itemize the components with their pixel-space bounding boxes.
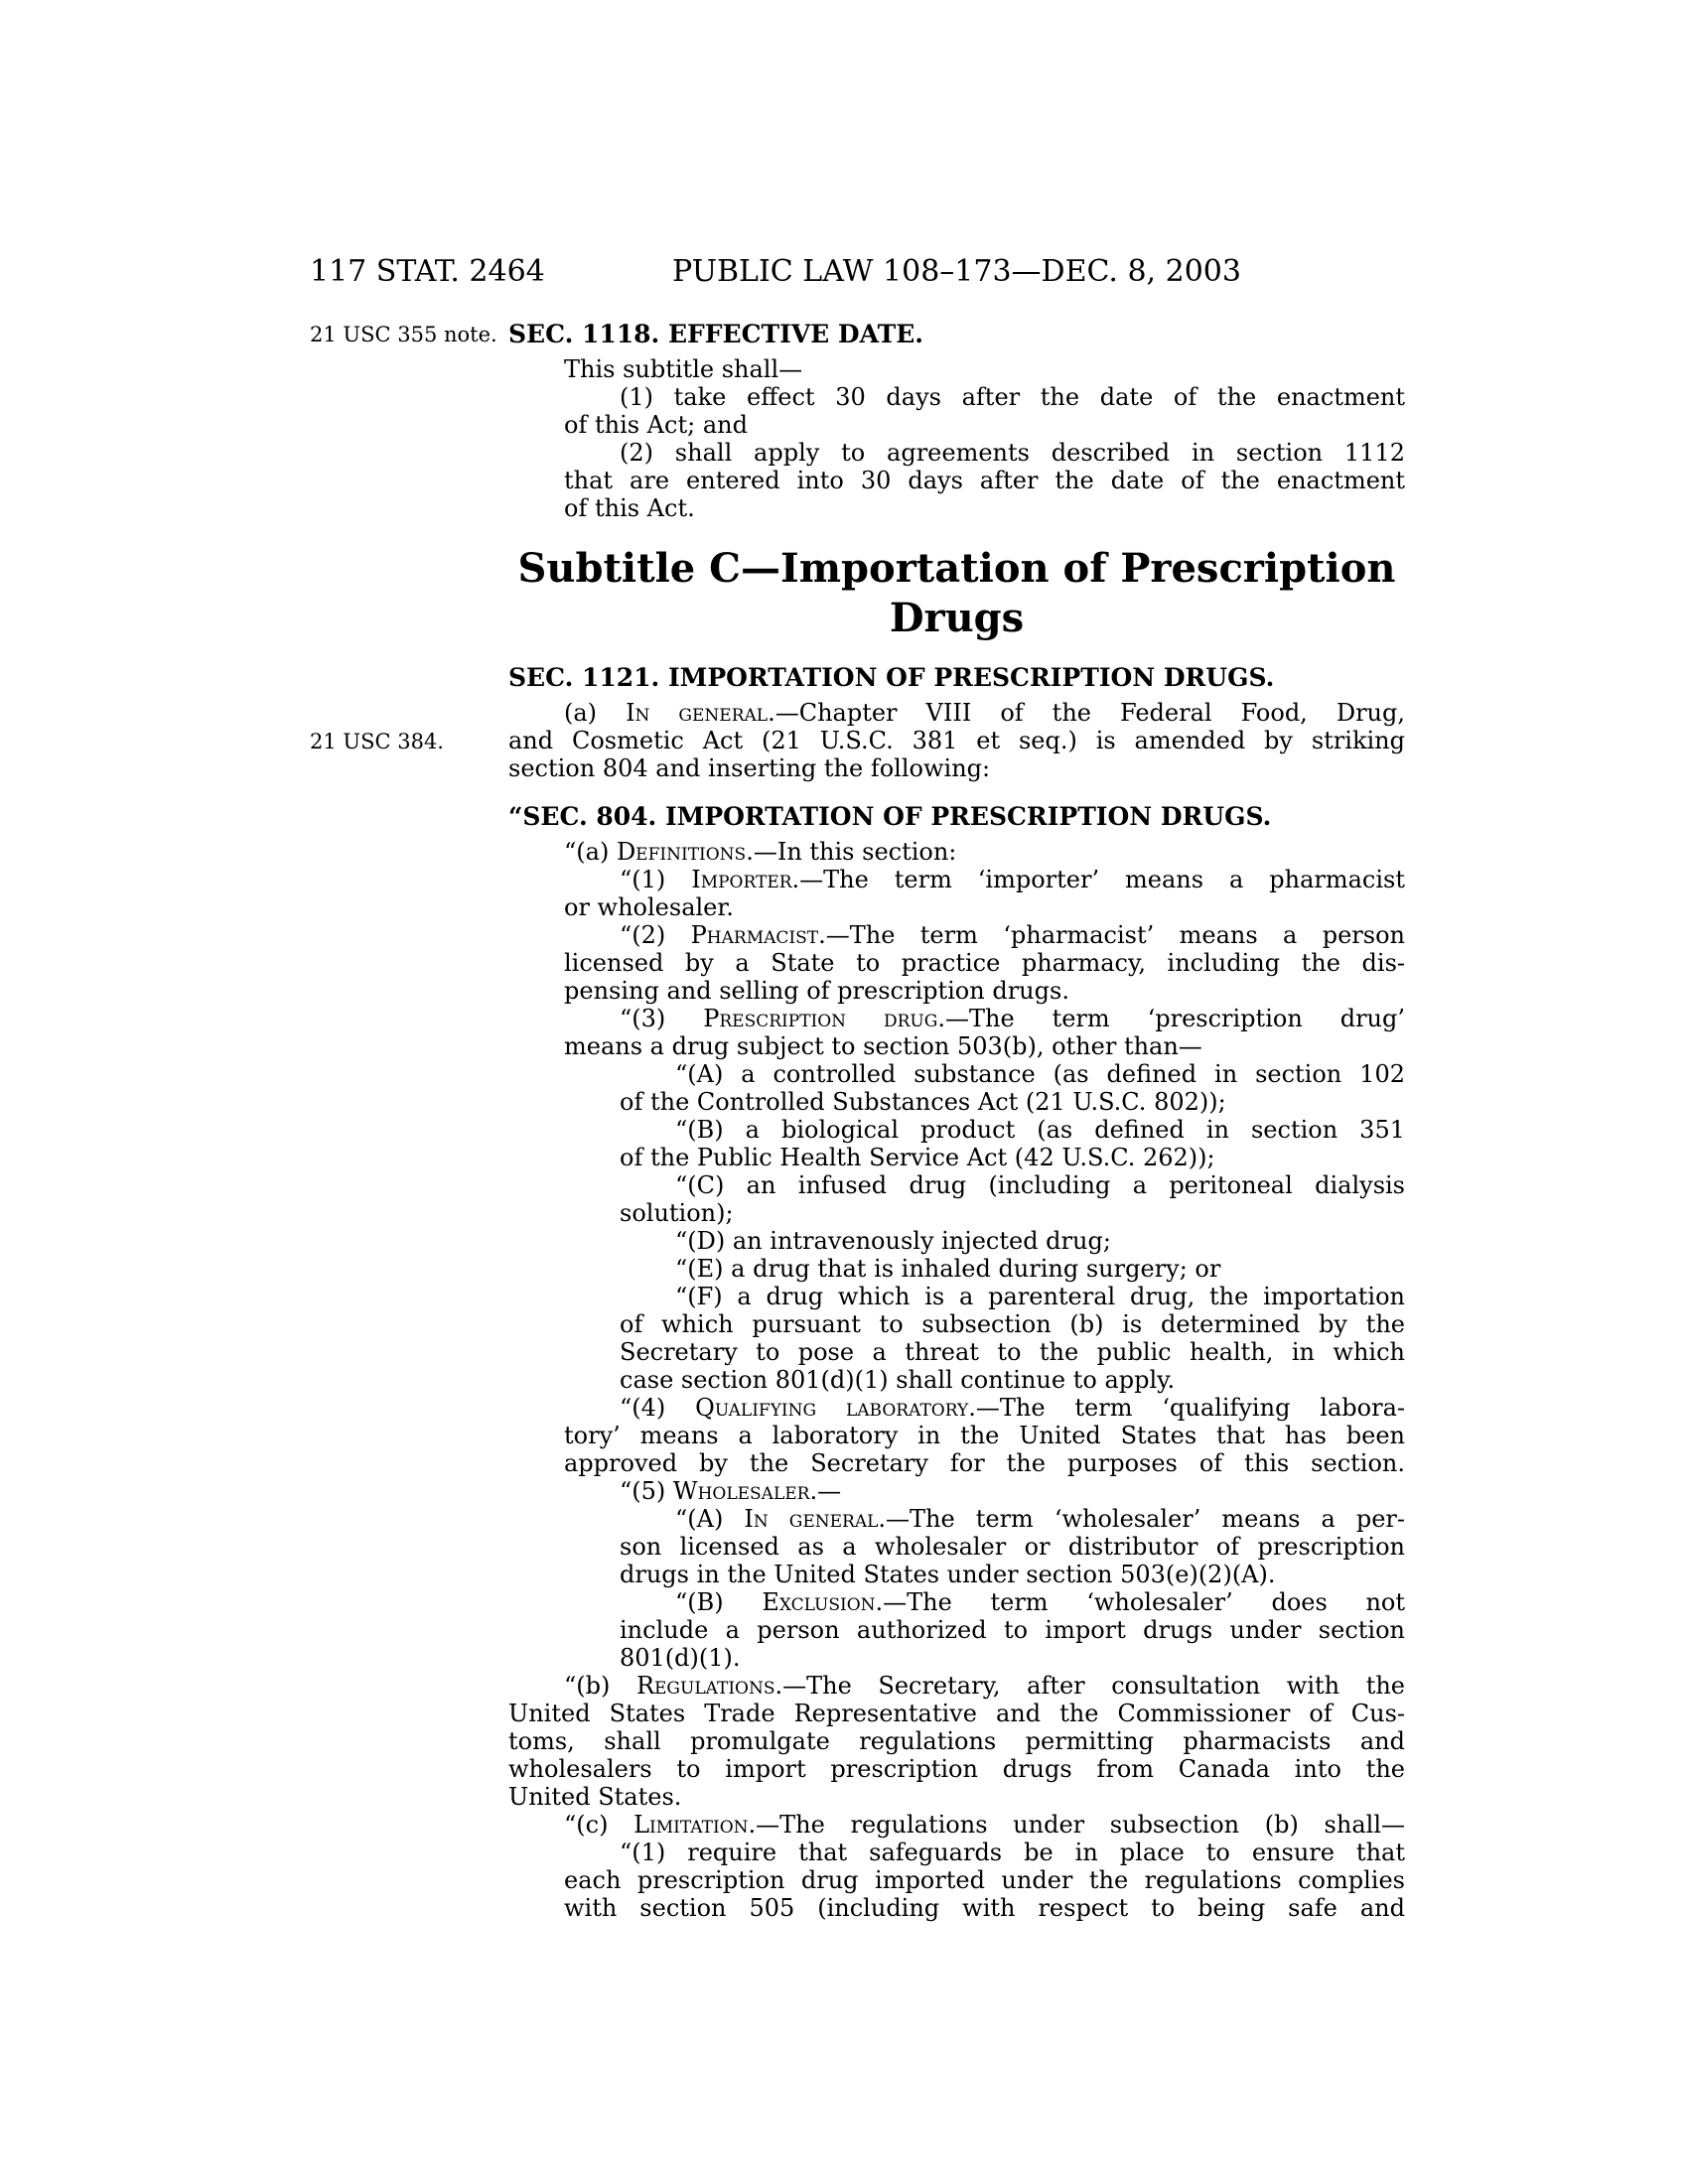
- small-caps-term: Pharmacist: [690, 921, 819, 949]
- text-line: “(1) require that safeguards be in place to ensure that: [620, 1839, 1405, 1866]
- text-line: of which pursuant to subsection (b) is determined by the: [620, 1310, 1405, 1338]
- text-line: “(1) Importer.—The term ‘importer’ means a pharmacist: [620, 866, 1405, 893]
- text-line: “(5) Wholesaler.—: [620, 1477, 842, 1505]
- paragraph-block: [508, 699, 1405, 782]
- margin-note: 21 USC 384.: [310, 730, 444, 753]
- text-line: that are entered into 30 days after the date of the enactment: [564, 467, 1405, 494]
- small-caps-term: In general: [626, 699, 769, 727]
- text-line: This subtitle shall—: [564, 355, 803, 383]
- text-line: drugs in the United States under section 503(e)(2)(A).: [620, 1561, 1276, 1588]
- text-line: of the Public Health Service Act (42 U.S.C. 262));: [620, 1144, 1215, 1171]
- small-caps-term: In general: [744, 1505, 879, 1533]
- text-line: (1) take effect 30 days after the date of the enactment: [620, 383, 1405, 411]
- text-line: “(A) a controlled substance (as defined in section 102: [675, 1060, 1405, 1088]
- section-heading: SEC. 1118. EFFECTIVE DATE.: [508, 320, 923, 348]
- text-line: “(B) a biological product (as defined in section 351: [675, 1116, 1405, 1144]
- text-line: case section 801(d)(1) shall continue to apply.: [620, 1366, 1176, 1394]
- text-line: include a person authorized to import drugs under section: [620, 1616, 1405, 1644]
- small-caps-term: Wholesaler: [672, 1477, 810, 1505]
- text-line: Secretary to pose a threat to the public health, in which: [620, 1338, 1405, 1366]
- text-line: “(4) Qualifying laboratory.—The term ‘qualifying labora-: [620, 1394, 1405, 1422]
- text-line: and Cosmetic Act (21 U.S.C. 381 et seq.) is amended by striking: [508, 727, 1405, 754]
- text-line: (2) shall apply to agreements described in section 1112: [620, 439, 1405, 467]
- text-line: “(F) a drug which is a parenteral drug, the importation: [675, 1283, 1405, 1310]
- text-line: each prescription drug imported under the regulations complies: [564, 1866, 1405, 1894]
- text-line: “(D) an intravenously injected drug;: [675, 1227, 1111, 1255]
- subtitle-heading: [508, 544, 1405, 643]
- margin-note: 21 USC 355 note.: [310, 323, 497, 346]
- text-line: (a) In general.—Chapter VIII of the Federal Food, Drug,: [564, 699, 1405, 727]
- text-line: “(B) Exclusion.—The term ‘wholesaler’ does not: [675, 1588, 1406, 1616]
- text-line: section 804 and inserting the following:: [508, 754, 991, 782]
- text-line: “(A) In general.—The term ‘wholesaler’ means a per-: [675, 1505, 1405, 1533]
- text-line: toms, shall promulgate regulations permitting pharmacists and: [508, 1727, 1405, 1755]
- law-title: PUBLIC LAW 108–173—DEC. 8, 2003: [672, 254, 1241, 289]
- text-line: “(c) Limitation.—The regulations under subsection (b) shall—: [564, 1811, 1405, 1839]
- small-caps-term: Limitation: [633, 1811, 749, 1839]
- text-line: son licensed as a wholesaler or distributor of prescription: [620, 1533, 1405, 1561]
- text-line: wholesalers to import prescription drugs from Canada into the: [508, 1755, 1405, 1783]
- stat-page-number: 117 STAT. 2464: [310, 254, 545, 289]
- paragraph-block: [508, 355, 1405, 522]
- text-line: “(E) a drug that is inhaled during surgery; or: [675, 1255, 1221, 1283]
- text-line: “(a) Definitions.—In this section:: [564, 838, 957, 866]
- text-line: licensed by a State to practice pharmacy, including the dis-: [564, 949, 1405, 977]
- subtitle-heading-line: Subtitle C—Importation of Prescription: [517, 545, 1396, 592]
- text-line: “(2) Pharmacist.—The term ‘pharmacist’ means a person: [620, 921, 1405, 949]
- text-line: or wholesaler.: [564, 893, 734, 921]
- text-line: “(3) Prescription drug.—The term ‘prescription drug’: [620, 1005, 1406, 1032]
- text-line: of the Controlled Substances Act (21 U.S.C. 802));: [620, 1088, 1226, 1116]
- text-line: United States.: [508, 1783, 682, 1811]
- paragraph-block: [508, 838, 1405, 1922]
- section-heading: “SEC. 804. IMPORTATION OF PRESCRIPTION DRUGS.: [508, 802, 1272, 831]
- document-body: [508, 0, 1405, 2184]
- subtitle-heading-line: Drugs: [889, 595, 1025, 641]
- text-line: United States Trade Representative and the Commissioner of Cus-: [508, 1700, 1405, 1727]
- text-line: tory’ means a laboratory in the United States that has been: [564, 1422, 1405, 1449]
- text-line: of this Act.: [564, 494, 695, 522]
- small-caps-term: Exclusion: [762, 1588, 876, 1616]
- text-line: “(C) an infused drug (including a peritoneal dialysis: [675, 1171, 1405, 1199]
- section-heading: SEC. 1121. IMPORTATION OF PRESCRIPTION DRUGS.: [508, 663, 1275, 692]
- text-line: 801(d)(1).: [620, 1644, 741, 1672]
- small-caps-term: Definitions: [616, 838, 747, 866]
- text-line: with section 505 (including with respect to being safe and: [564, 1894, 1405, 1922]
- text-line: solution);: [620, 1199, 734, 1227]
- small-caps-term: Regulations: [635, 1672, 775, 1700]
- text-line: approved by the Secretary for the purposes of this section.: [564, 1449, 1405, 1477]
- small-caps-term: Qualifying laboratory: [695, 1394, 969, 1422]
- text-line: pensing and selling of prescription drugs.: [564, 977, 1069, 1005]
- text-line: of this Act; and: [564, 411, 748, 439]
- text-line: means a drug subject to section 503(b), other than—: [564, 1032, 1202, 1060]
- small-caps-term: Prescription drug: [703, 1005, 938, 1032]
- text-line: “(b) Regulations.—The Secretary, after consultation with the: [564, 1672, 1405, 1700]
- small-caps-term: Importer: [691, 866, 792, 893]
